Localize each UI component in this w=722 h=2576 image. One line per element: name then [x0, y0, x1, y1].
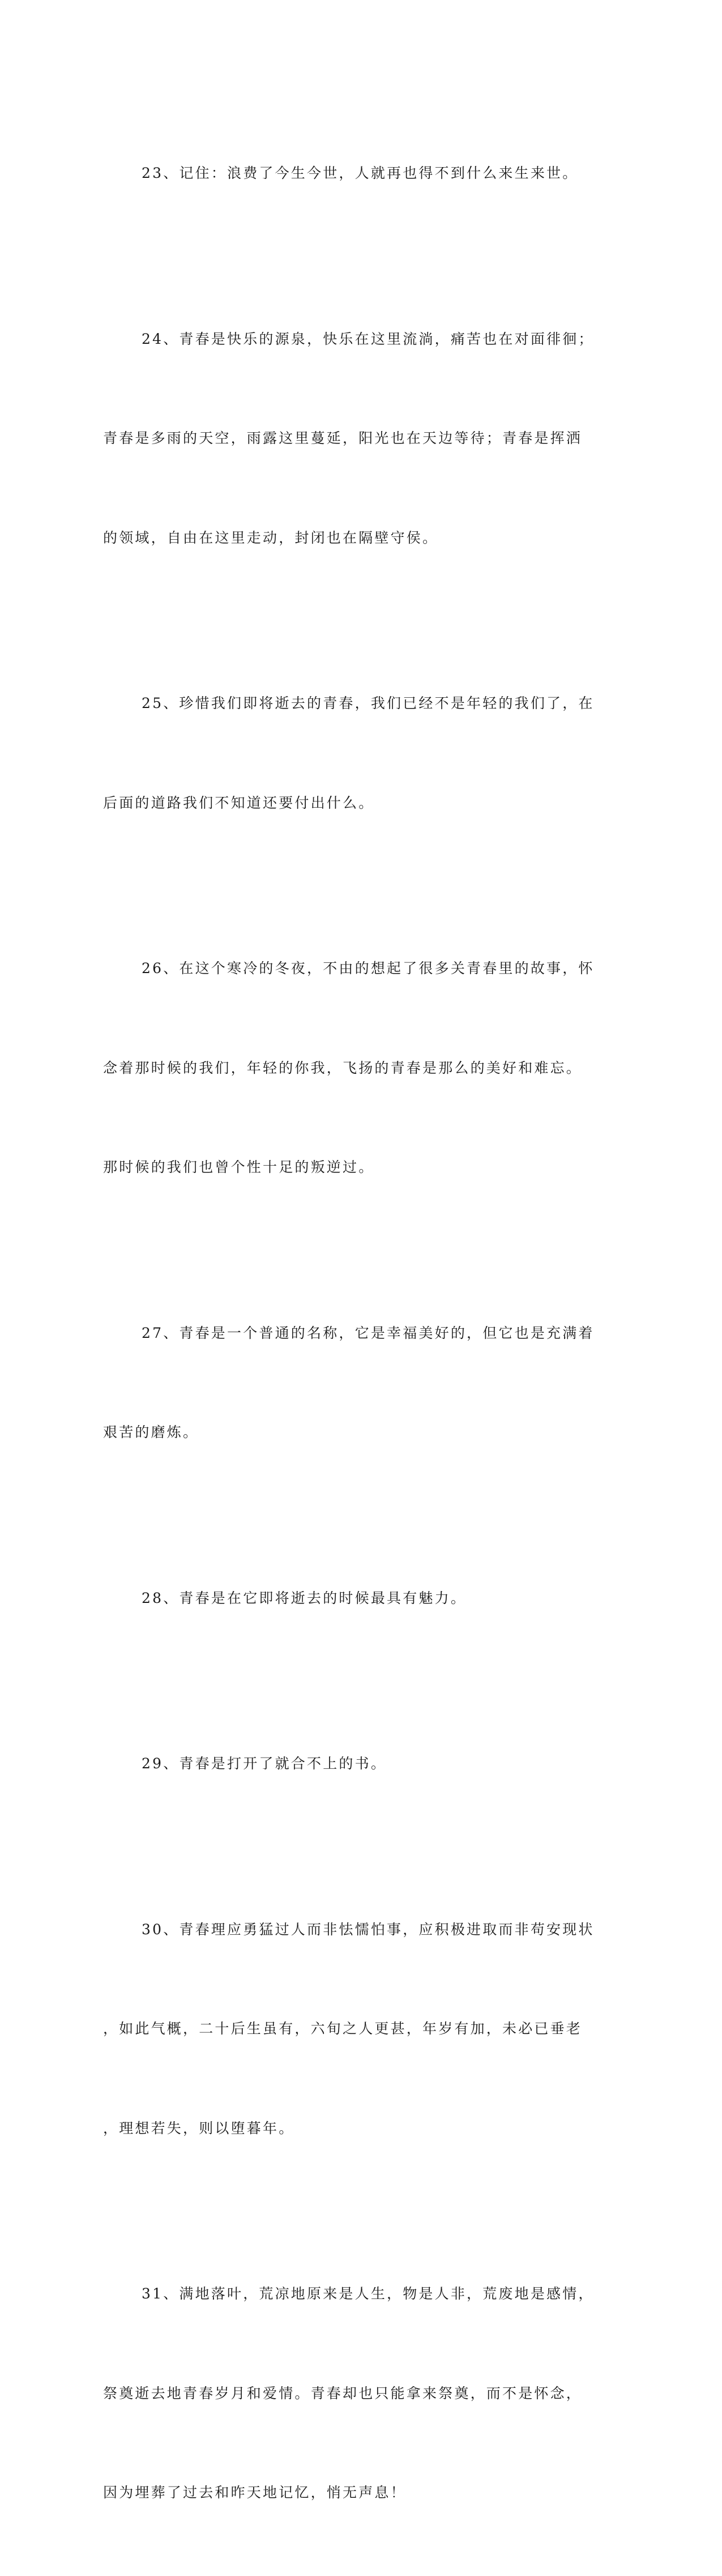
paragraph-27: [103, 1251, 595, 1516]
paragraph-line: 25、珍惜我们即将逝去的青春，我们已经不是年轻的我们了，在: [142, 695, 595, 711]
paragraph-24: [103, 257, 595, 621]
paragraph-26: [103, 886, 595, 1251]
paragraph-line: 因为埋葬了过去和昨天地记忆，悄无声息！: [103, 2484, 407, 2501]
paragraph-line: 后面的道路我们不知道还要付出什么。: [103, 794, 375, 811]
paragraph-23: [103, 91, 584, 257]
paragraph-line: 那时候的我们也曾个性十足的叛逆过。: [103, 1159, 375, 1175]
paragraph-28: [103, 1516, 584, 1682]
paragraph-line: ，如此气概，二十后生虽有，六旬之人更甚，年岁有加，未必已垂老: [103, 2020, 583, 2037]
paragraph-31: [103, 2211, 595, 2576]
paragraph-line: 念着那时候的我们，年轻的你我，飞扬的青春是那么的美好和难忘。: [103, 1059, 583, 1076]
paragraph-line: 艰苦的磨炼。: [103, 1424, 199, 1440]
paragraph-line: 23、记住：浪费了今生今世，人就再也得不到什么来生来世。: [142, 165, 579, 181]
paragraph-line: 青春是多雨的天空，雨露这里蔓延，阳光也在天边等待；青春是挥洒: [103, 430, 583, 446]
paragraph-30: [103, 1847, 595, 2212]
paragraph-line: 29、青春是打开了就合不上的书。: [142, 1755, 387, 1772]
paragraph-line: 30、青春理应勇猛过人而非怯懦怕事，应积极进取而非苟安现状: [142, 1921, 595, 1938]
paragraph-line: 28、青春是在它即将逝去的时候最具有魅力。: [142, 1589, 467, 1606]
paragraph-line: 的领域，自由在这里走动，封闭也在隔壁守侯。: [103, 529, 439, 546]
document-body: [103, 91, 595, 2576]
paragraph-line: 27、青春是一个普通的名称，它是幸福美好的，但它也是充满着: [142, 1324, 595, 1341]
paragraph-29: [103, 1681, 584, 1847]
paragraph-line: 祭奠逝去地青春岁月和爱情。青春却也只能拿来祭奠，而不是怀念，: [103, 2385, 583, 2402]
paragraph-line: 24、青春是快乐的源泉，快乐在这里流淌，痛苦也在对面徘徊；: [142, 330, 595, 347]
paragraph-line: 26、在这个寒冷的冬夜，不由的想起了很多关青春里的故事，怀: [142, 960, 595, 976]
paragraph-line: 31、满地落叶，荒凉地原来是人生，物是人非，荒废地是感情，: [142, 2285, 595, 2302]
paragraph-25: [103, 621, 595, 886]
paragraph-line: ，理想若失，则以堕暮年。: [103, 2119, 295, 2136]
